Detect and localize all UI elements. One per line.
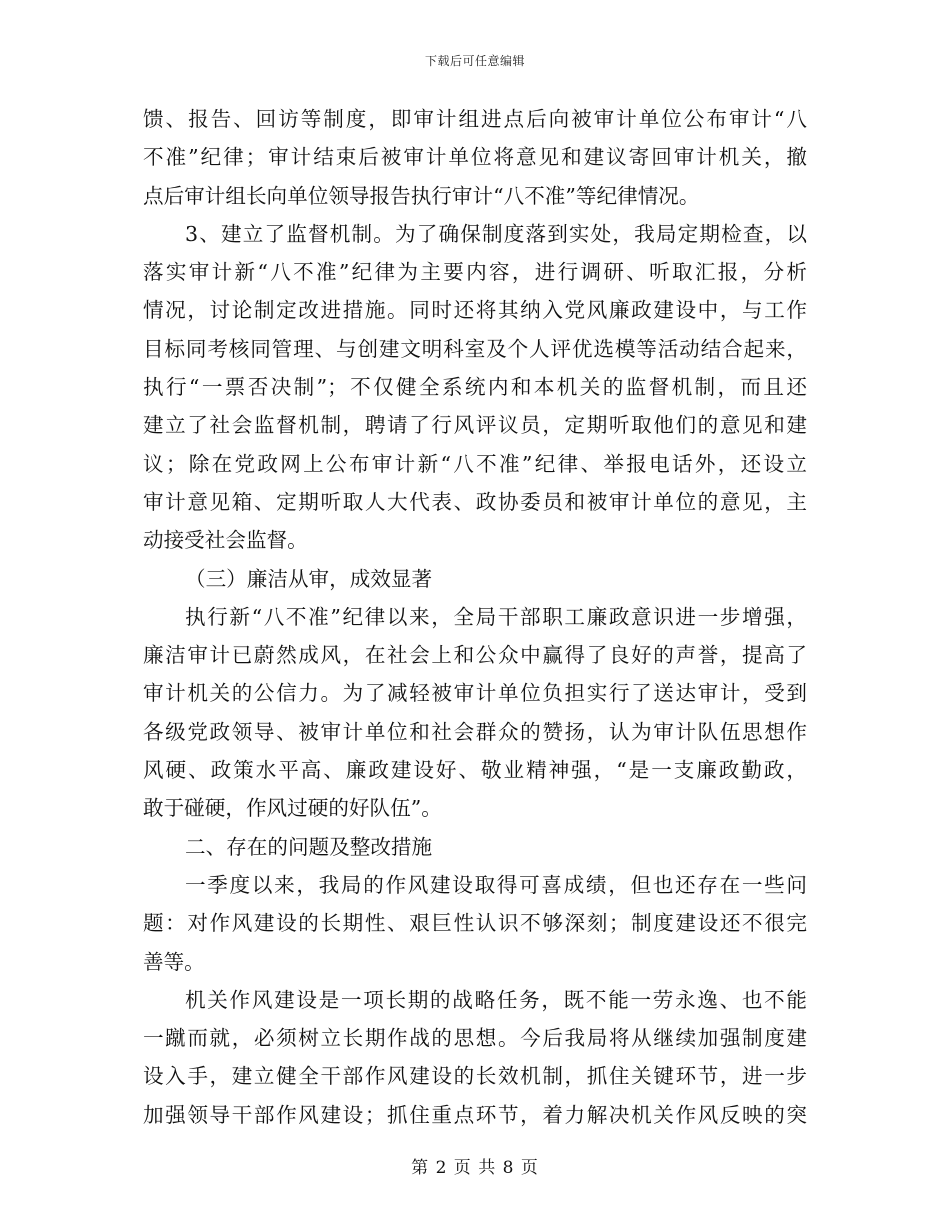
text-line: 执行“一票否决制”；不仅健全系统内和本机关的监督机制，而且还 (143, 375, 807, 400)
text-line: 审计意见箱、定期听取人大代表、政协委员和被审计单位的意见，主 (143, 489, 807, 514)
section-heading: 二、存在的问题及整改措施 (185, 834, 433, 859)
text-line: 3、建立了监督机制。为了确保制度落到实处，我局定期检查，以 (185, 221, 807, 246)
text-line: 情况，讨论制定改进措施。同时还将其纳入党风廉政建设中，与工作 (143, 298, 807, 323)
text-line: 机关作风建设是一项长期的战略任务，既不能一劳永逸、也不能 (185, 987, 807, 1012)
text-line: 廉洁审计已蔚然成风，在社会上和公众中赢得了良好的声誉，提高了 (143, 643, 807, 668)
text-line: 执行新“八不准”纪律以来，全局干部职工廉政意识进一步增强， (185, 604, 807, 629)
document-body (143, 100, 807, 1134)
page-number-footer: 第 2 页 共 8 页 (411, 1158, 539, 1178)
text-line: 点后审计组长向单位领导报告执行审计“八不准”等纪律情况。 (143, 183, 700, 208)
section-heading: （三）廉洁从审，成效显著 (185, 566, 433, 591)
text-line: 设入手，建立健全干部作风建设的长效机制，抓住关键环节，进一步 (143, 1064, 807, 1089)
text-line: 落实审计新“八不准”纪律为主要内容，进行调研、听取汇报，分析 (143, 260, 807, 285)
text-line: 目标同考核同管理、与创建文明科室及个人评优选模等活动结合起来， (143, 336, 807, 361)
text-line: 敢于碰硬，作风过硬的好队伍”。 (143, 796, 442, 821)
text-line: 加强领导干部作风建设；抓住重点环节，着力解决机关作风反映的突 (143, 1102, 807, 1127)
page-header: 下载后可任意编辑 (424, 54, 525, 68)
text-line: 题：对作风建设的长期性、艰巨性认识不够深刻；制度建设还不很完 (143, 911, 807, 936)
text-line: 风硬、政策水平高、廉政建设好、敬业精神强，“是一支廉政勤政， (143, 758, 807, 783)
text-line: 不准”纪律；审计结束后被审计单位将意见和建议寄回审计机关，撤 (143, 145, 807, 170)
text-line: 善等。 (143, 949, 205, 974)
text-line: 各级党政领导、被审计单位和社会群众的赞扬，认为审计队伍思想作 (143, 719, 807, 744)
text-line: 议；除在党政网上公布审计新“八不准”纪律、举报电话外，还设立 (143, 451, 807, 476)
text-line: 馈、报告、回访等制度，即审计组进点后向被审计单位公布审计“八 (143, 107, 807, 131)
text-line: 一季度以来，我局的作风建设取得可喜成绩，但也还存在一些问 (185, 872, 807, 897)
text-line: 建立了社会监督机制，聘请了行风评议员，定期听取他们的意见和建 (143, 413, 807, 438)
text-line: 动接受社会监督。 (143, 528, 308, 553)
text-line: 一蹴而就，必须树立长期作战的思想。今后我局将从继续加强制度建 (143, 1026, 807, 1051)
text-line: 审计机关的公信力。为了减轻被审计单位负担实行了送达审计，受到 (143, 681, 807, 706)
